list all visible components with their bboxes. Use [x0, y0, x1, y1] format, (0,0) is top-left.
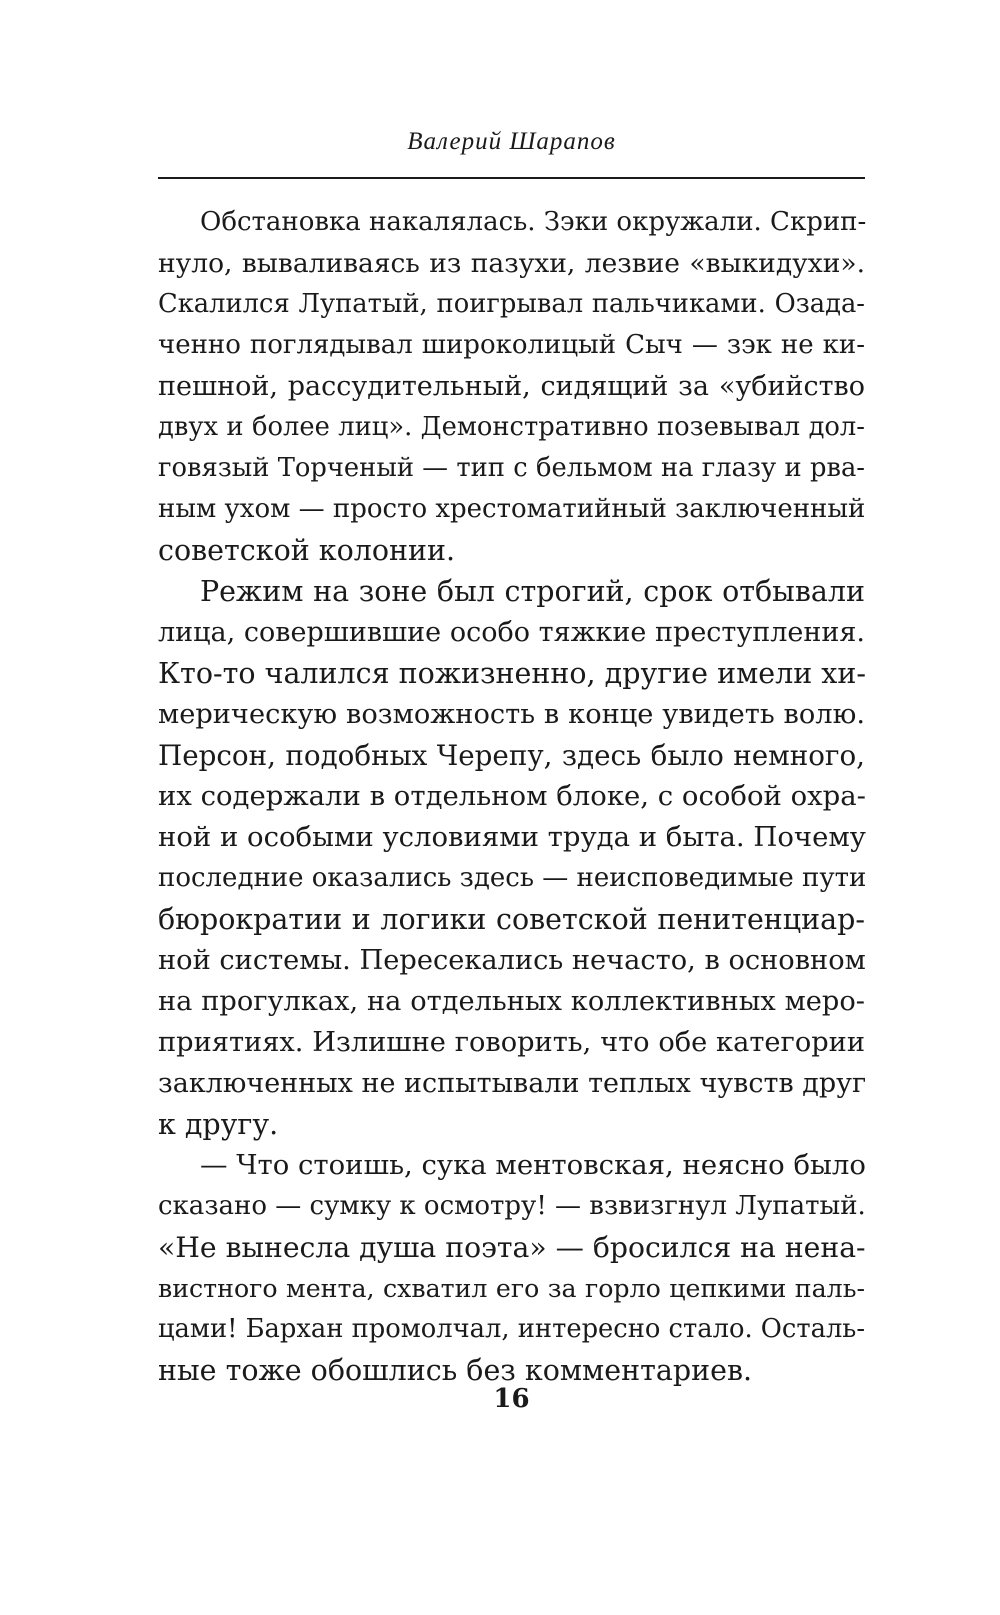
- text-line: советской колонии.: [158, 534, 456, 567]
- text-line: Персон, подобных Черепу, здесь было немного,: [158, 739, 865, 772]
- text-line: Обстановка накалялась. Зэки окружали. Скрип-: [200, 207, 867, 237]
- text-line: — Что стоишь, сука ментовская, неясно было: [200, 1149, 866, 1181]
- text-line: сказано — сумку к осмотру! — взвизгнул Лупатый.: [158, 1191, 866, 1221]
- text-line: на прогулках, на отдельных коллективных меро-: [158, 986, 865, 1017]
- text-line: их содержали в отдельном блоке, с особой охра-: [158, 780, 866, 812]
- text-line: Скалился Лупатый, поигрывал пальчиками. Озада-: [158, 289, 865, 319]
- text-line: ной и особыми условиями труда и быта. Почему: [158, 821, 866, 853]
- text-line: лица, совершившие особо тяжкие преступления.: [158, 617, 865, 648]
- text-line: к другу.: [158, 1108, 279, 1141]
- text-line: мерическую возможность в конце увидеть волю.: [158, 699, 865, 730]
- text-line: говязый Торченый — тип с бельмом на глазу и рва-: [158, 453, 865, 483]
- text-line: последние оказались здесь — неисповедимые пути: [158, 863, 867, 893]
- text-line: ным ухом — просто хрестоматийный заключенный: [158, 494, 866, 524]
- header-rule: [158, 177, 865, 179]
- text-line: «Не вынесла душа поэта» — бросился на нена-: [158, 1231, 866, 1264]
- text-line: ные тоже обошлись без комментариев.: [158, 1354, 753, 1387]
- text-line: приятиях. Излишне говорить, что обе категории: [158, 1027, 865, 1058]
- text-line: заключенных не испытывали теплых чувств друг: [158, 1068, 867, 1099]
- text-line: вистного мента, схватил его за горло цепкими паль-: [158, 1274, 865, 1303]
- text-line: пешной, рассудительный, сидящий за «убийство: [158, 371, 865, 402]
- text-line: Режим на зоне был строгий, срок отбывали: [200, 575, 865, 608]
- text-line: ной системы. Пересекались нечасто, в основном: [158, 945, 866, 976]
- text-line: Кто-то чалился пожизненно, другие имели хи-: [158, 657, 866, 690]
- text-line: цами! Бархан промолчал, интересно стало. Осталь-: [158, 1314, 866, 1344]
- body-text: [158, 202, 865, 1391]
- running-head-author: Валерий Шарапов: [407, 128, 616, 155]
- text-line: двух и более лиц». Демонстративно позевывал дол-: [158, 412, 865, 442]
- text-line: бюрократии и логики советской пенитенциар-: [158, 903, 865, 936]
- page-number: 16: [493, 1384, 530, 1414]
- text-line: ченно поглядывал широколицый Сыч — зэк не ки-: [158, 330, 865, 360]
- text-line: нуло, вываливаясь из пазухи, лезвие «выкидухи».: [158, 248, 865, 279]
